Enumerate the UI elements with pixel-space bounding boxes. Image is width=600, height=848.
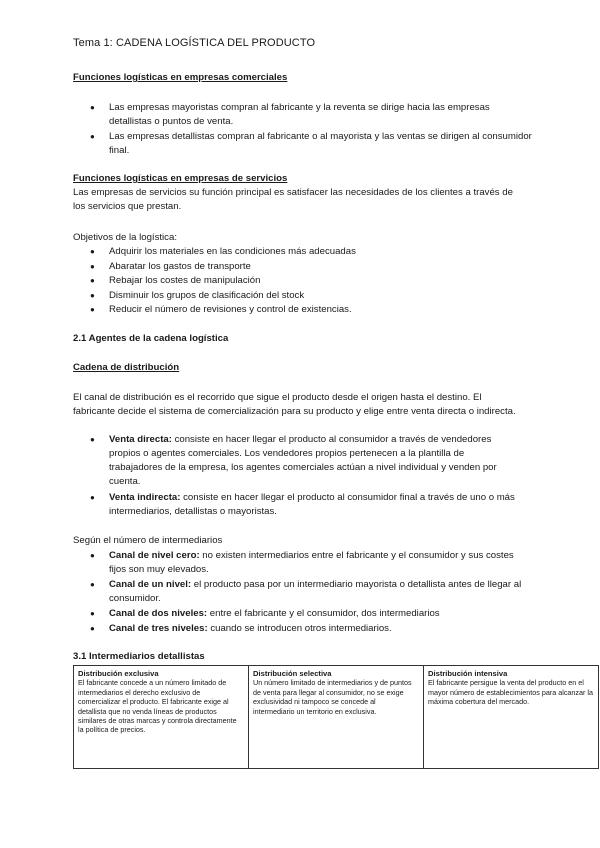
- definition: cuando se introducen otros intermediarios.: [207, 623, 392, 634]
- cell-text: El fabricante concede a un número limitado de intermediarios el derecho exclusivo de comercializar el producto. El fabricante exige al detallista que no venda líneas de productos similares de otras marcas y controla directamente la política de precios.: [78, 678, 237, 735]
- bullet-dot: ●: [90, 493, 95, 502]
- cell-text: El fabricante persigue la venta del producto en el mayor número de establecimientos para alcanzar la máxima cobertura del mercado.: [428, 678, 593, 707]
- bullet-dot: ●: [90, 624, 95, 633]
- list-item: Adquirir los materiales en las condiciones más adecuadas: [109, 246, 356, 257]
- bullet-dot: ●: [90, 609, 95, 618]
- term: Canal de un nivel:: [109, 579, 192, 590]
- definition: consiste en hacer llegar el producto al consumidor a través de vendedores propios o agentes comerciales. Los vendedores propios pertenecen a la plantilla de trabajadores de la empresa, los agentes comerciales actúan a nivel individual y venden por cuenta.: [109, 434, 497, 487]
- cell-text: Un número limitado de intermediarios y de puntos de venta para llegar al consumidor, no se exige exclusividad ni tampoco se concede al intermediario un territorio en exclusiva.: [253, 678, 412, 716]
- bullet-dot: ●: [90, 132, 95, 141]
- list-item: Las empresas detallistas compran al fabricante o al mayorista y las ventas se dirigen al consumidor final.: [109, 131, 532, 156]
- cell-title: Distribución exclusiva: [78, 669, 159, 678]
- definition: el producto pasa por un intermediario mayorista o detallista antes de llegar al consumidor.: [109, 579, 522, 604]
- heading-detallistas: 3.1 Intermediarios detallistas: [73, 651, 205, 662]
- bullet-dot: ●: [90, 276, 95, 285]
- list-item: Reducir el número de revisiones y control de existencias.: [109, 304, 352, 315]
- list-item-venta-directa: [109, 433, 515, 489]
- term: Venta indirecta:: [109, 492, 181, 503]
- bullet-dot: ●: [90, 291, 95, 300]
- heading-servicios: Funciones logísticas en empresas de servicios: [73, 173, 288, 184]
- cell-title: Distribución intensiva: [428, 669, 508, 678]
- term: Canal de nivel cero:: [109, 550, 200, 561]
- term: Venta directa:: [109, 434, 172, 445]
- definition: no existen intermediarios entre el fabricante y el consumidor y sus costes fijos son muy elevados.: [109, 550, 514, 575]
- list-item: Las empresas mayoristas compran al fabricante y la reventa se dirige hacia las empresas detallistas o puntos de venta.: [109, 102, 490, 127]
- bullet-dot: ●: [90, 247, 95, 256]
- list-item-canal: [109, 622, 392, 636]
- bullet-dot: ●: [90, 103, 95, 112]
- table-cell-exclusiva: [74, 666, 249, 769]
- list-item: Rebajar los costes de manipulación: [109, 275, 261, 286]
- definition: consiste en hacer llegar el producto al consumidor final a través de uno o más intermediarios, detallistas o mayoristas.: [109, 492, 515, 517]
- term: Canal de tres niveles:: [109, 623, 208, 634]
- paragraph-canal: El canal de distribución es el recorrido que sigue el producto desde el origen hasta el destino. El fabricante decide el sistema de comercialización para su producto y elige entre venta directa o indirecta.: [73, 392, 516, 417]
- subheading-cadena: Cadena de distribución: [73, 362, 180, 373]
- definition: entre el fabricante y el consumidor, dos intermediarios: [207, 608, 440, 619]
- paragraph-servicios: Las empresas de servicios su función principal es satisfacer las necesidades de los clientes a través de los servicios que prestan.: [73, 187, 513, 212]
- table-cell-selectiva: [249, 666, 424, 769]
- bullet-dot: ●: [90, 262, 95, 271]
- bullet-dot: ●: [90, 580, 95, 589]
- cell-title: Distribución selectiva: [253, 669, 332, 678]
- term: Canal de dos niveles:: [109, 608, 208, 619]
- distribution-table: [73, 665, 599, 769]
- bullet-dot: ●: [90, 305, 95, 314]
- list-item-canal: [109, 578, 527, 606]
- list-item-venta-indirecta: [109, 491, 521, 519]
- bullet-dot: ●: [90, 435, 95, 444]
- heading-comerciales: Funciones logísticas en empresas comerciales: [73, 72, 288, 83]
- intermediarios-label: Según el número de intermediarios: [73, 535, 223, 546]
- objectives-label: Objetivos de la logística:: [73, 232, 177, 243]
- document-title: Tema 1: CADENA LOGÍSTICA DEL PRODUCTO: [73, 37, 316, 49]
- list-item: Abaratar los gastos de transporte: [109, 261, 251, 272]
- list-item-canal: [109, 607, 440, 621]
- table-cell-intensiva: [424, 666, 599, 769]
- table-row: [74, 666, 599, 769]
- list-item-canal: [109, 549, 521, 577]
- heading-agentes: 2.1 Agentes de la cadena logística: [73, 333, 229, 344]
- bullet-dot: ●: [90, 551, 95, 560]
- list-item: Disminuir los grupos de clasificación del stock: [109, 290, 305, 301]
